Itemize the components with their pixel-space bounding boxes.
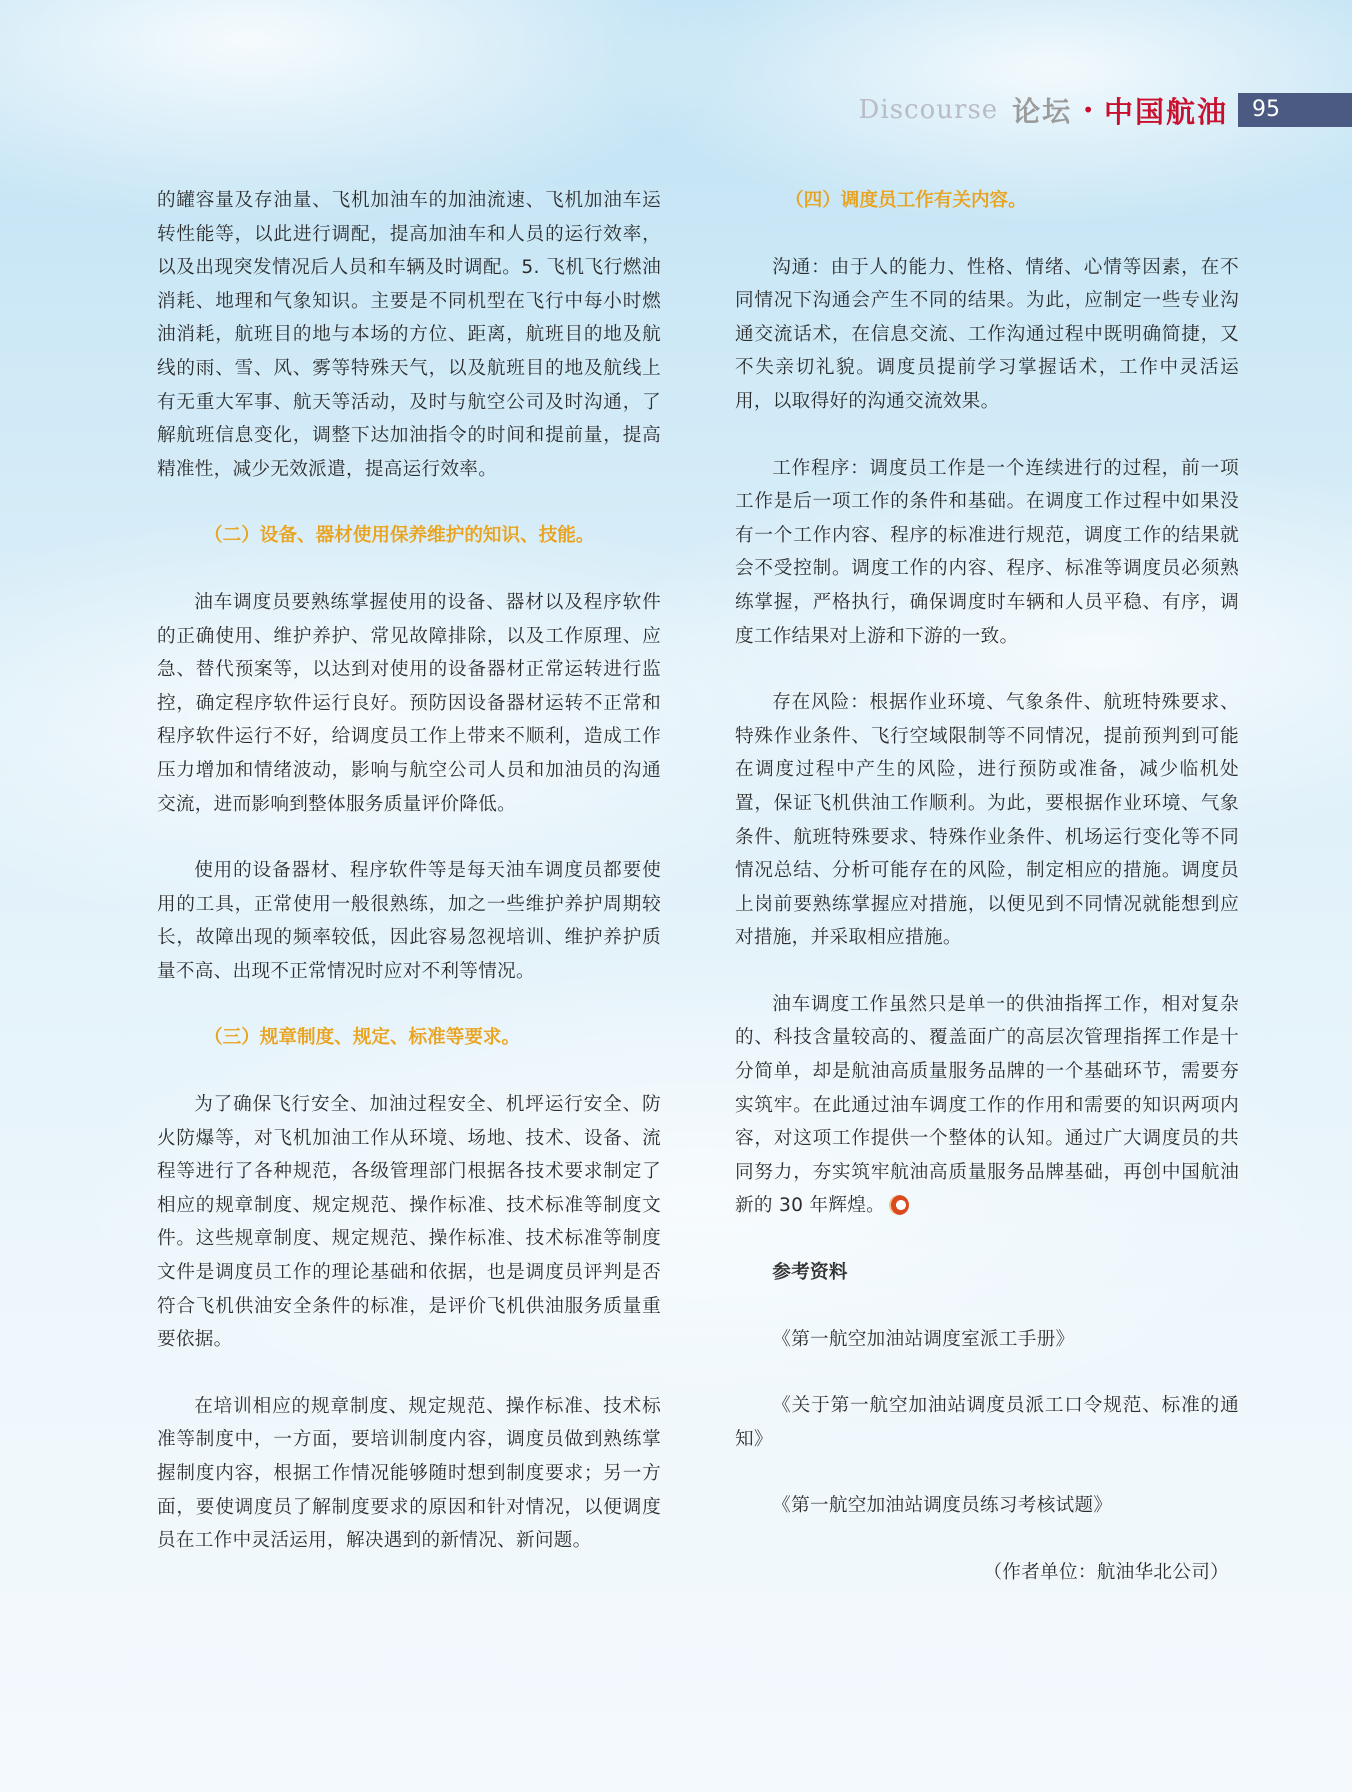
- section-heading: （二）设备、器材使用保养维护的知识、技能。: [204, 525, 595, 547]
- header-separator-dot: •: [1082, 98, 1094, 122]
- paragraph: 使用的设备器材、程序软件等是每天油车调度员都要使用的工具，正常使用一般很熟练，加之一些维护养护周期较长，故障出现的频率较低，因此容易忽视培训、维护养护质量不高、出现不正常情况时应对不利等情况。: [157, 860, 661, 982]
- header-section-cn: 论坛: [1012, 95, 1073, 128]
- header-brand: 中国航油: [1103, 94, 1228, 129]
- paragraph: 为了确保飞行安全、加油过程安全、机坪运行安全、防火防爆等，对飞机加油工作从环境、场地、技术、设备、流程等进行了各种规范，各级管理部门根据各技术要求制定了相应的规章制度、规定规范、操作标准、技术标准等制度文件。这些规章制度、规定规范、操作标准、技术标准等制度文件是调度员工作的理论基础和依据，也是调度员评判是否符合飞机供油安全条件的标准，是评价飞机供油服务质量重要依据。: [157, 1094, 661, 1351]
- header-section-en: Discourse: [858, 95, 999, 125]
- left-column: [157, 184, 661, 1591]
- closing-paragraph: [735, 988, 1239, 1223]
- paragraph: 存在风险：根据作业环境、气象条件、航班特殊要求、特殊作业条件、飞行空域限制等不同情况，提前预判到可能在调度过程中产生的风险，进行预防或准备，减少临机处置，保证飞机供油工作顺利。为此，要根据作业环境、气象条件、航班特殊要求、特殊作业条件、机场运行变化等不同情况总结、分析可能存在的风险，制定相应的措施。调度员上岗前要熟练掌握应对措施，以便见到不同情况就能想到应对措施，并采取相应措施。: [735, 692, 1239, 949]
- reference-item: 《第一航空加油站调度室派工手册》: [772, 1328, 1075, 1350]
- paragraph: 油车调度员要熟练掌握使用的设备、器材以及程序软件的正确使用、维护养护、常见故障排除，以及工作原理、应急、替代预案等，以达到对使用的设备器材正常运转进行监控，确定程序软件运行良好。预防因设备器材运转不正常和程序软件运行不好，给调度员工作上带来不顺利，造成工作压力增加和情绪波动，影响与航空公司人员和加油员的沟通交流，进而影响到整体服务质量评价降低。: [157, 591, 661, 815]
- right-column: [735, 184, 1239, 1623]
- section-heading: （四）调度员工作有关内容。: [785, 190, 1027, 211]
- closing-text: 油车调度工作虽然只是单一的供油指挥工作，相对复杂的、科技含量较高的、覆盖面广的高层次管理指挥工作是十分简单，却是航油高质量服务品牌的一个基础环节，需要夯实筑牢。在此通过油车调度工作的作用和需要的知识两项内容，对这项工作提供一个整体的认知。通过广大调度员的共同努力，夯实筑牢航油高质量服务品牌基础，再创中国航油新的 30 年辉煌。: [735, 993, 1239, 1217]
- page-header: [859, 92, 1352, 128]
- references-heading: 参考资料: [772, 1262, 848, 1284]
- paragraph: 在培训相应的规章制度、规定规范、操作标准、技术标准等制度中，一方面，要培训制度内容，调度员做到熟练掌握制度内容，根据工作情况能够随时想到制度要求；另一方面，要使调度员了解制度要求的原因和针对情况，以便调度员在工作中灵活运用，解决遇到的新情况、新问题。: [157, 1395, 661, 1552]
- section-heading: （三）规章制度、规定、标准等要求。: [204, 1027, 521, 1049]
- paragraph: 沟通：由于人的能力、性格、情绪、心情等因素，在不同情况下沟通会产生不同的结果。为此，应制定一些专业沟通交流话术，在信息交流、工作沟通过程中既明确简捷，又不失亲切礼貌。调度员提前学习掌握话术，工作中灵活运用，以取得好的沟通交流效果。: [735, 256, 1239, 412]
- reference-item: 《第一航空加油站调度员练习考核试题》: [772, 1495, 1113, 1517]
- paragraph: 的罐容量及存油量、飞机加油车的加油流速、飞机加油车运转性能等，以此进行调配，提高加油车和人员的运行效率，以及出现突发情况后人员和车辆及时调配。5. 飞机飞行燃油消耗、地理和气象知识。主要是不同机型在飞行中每小时燃油消耗，航班目的地与本场的方位、距离，航班目的地及航线的雨、雪、风、雾等特殊天气，以及航班目的地及航线上有无重大军事、航天等活动，及时与航空公司及时沟通，了解航班信息变化，调整下达加油指令的时间和提前量，提高精准性，减少无效派遣，提高运行效率。: [157, 190, 661, 480]
- author-affiliation: （作者单位：航油华北公司）: [983, 1562, 1229, 1583]
- paragraph: 工作程序：调度员工作是一个连续进行的过程，前一项工作是后一项工作的条件和基础。在调度工作过程中如果没有一个工作内容、程序的标准进行规范，调度工作的结果就会不受控制。调度工作的内容、程序、标准等调度员必须熟练掌握，严格执行，确保调度时车辆和人员平稳、有序，调度工作结果对上游和下游的一致。: [735, 457, 1239, 647]
- end-mark-icon: [889, 1195, 909, 1215]
- reference-item: 《关于第一航空加油站调度员派工口令规范、标准的通知》: [735, 1395, 1239, 1450]
- page-number: 95: [1238, 93, 1352, 127]
